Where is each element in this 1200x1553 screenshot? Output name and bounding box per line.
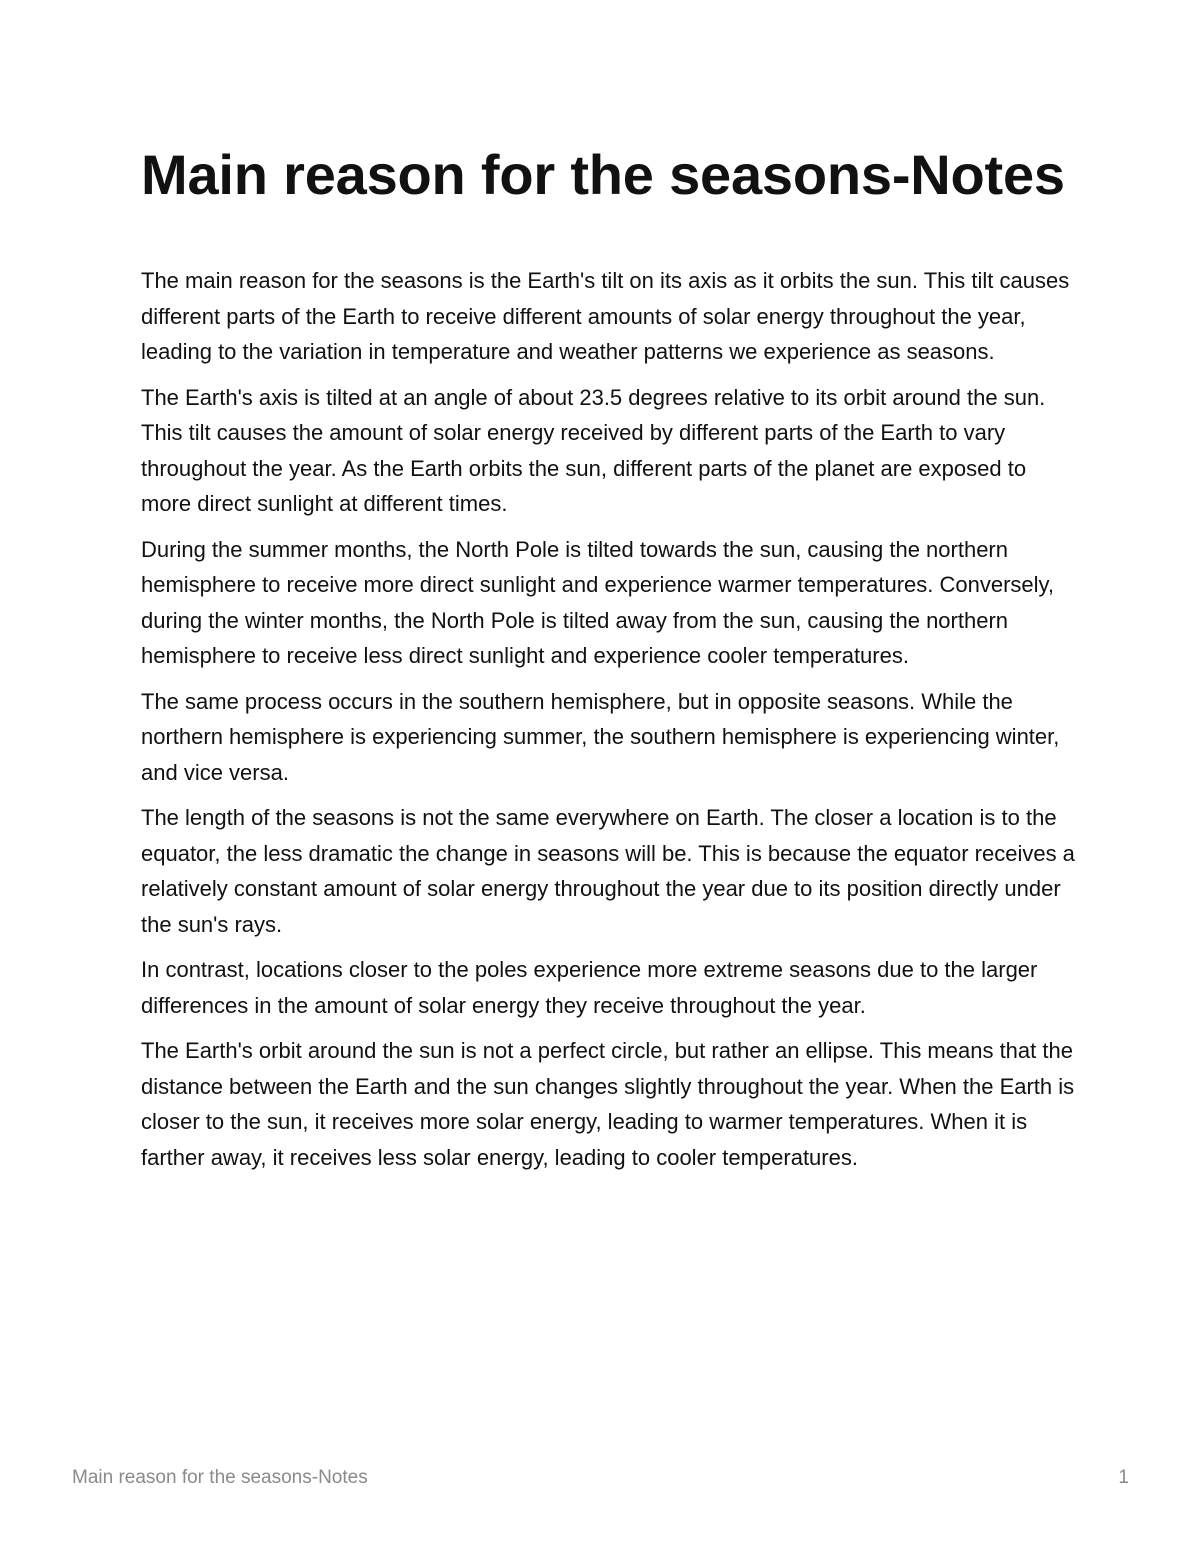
paragraph-1: The main reason for the seasons is the Earth's tilt on its axis as it orbits the sun. This tilt causes different parts of the Earth to receive different amounts of solar energy throughout the year, leading to the variation in temperature and weather patterns we experience as seasons. — [141, 268, 1070, 364]
paragraph-5: The length of the seasons is not the same everywhere on Earth. The closer a location is to the equator, the less dramatic the change in seasons will be. This is because the equator receives a relatively constant amount of solar energy throughout the year due to its position directly under the sun's rays. — [141, 805, 1075, 937]
document-body — [141, 263, 1076, 1175]
paragraph-4: The same process occurs in the southern hemisphere, but in opposite seasons. While the northern hemisphere is experiencing summer, the southern hemisphere is experiencing winter, and vice versa. — [141, 688, 1060, 785]
paragraph-7: The Earth's orbit around the sun is not a perfect circle, but rather an ellipse. This means that the distance between the Earth and the sun changes slightly throughout the year. When the Earth is closer to the sun, it receives more solar energy, leading to warmer temperatures. When it is farther away, it receives less solar energy, leading to cooler temperatures. — [141, 1038, 1075, 1170]
footer-title: Main reason for the seasons-Notes — [72, 1467, 368, 1488]
page-title: Main reason for the seasons-Notes — [141, 143, 1065, 206]
footer-page-number: 1 — [1118, 1467, 1129, 1488]
paragraph-6: In contrast, locations closer to the poles experience more extreme seasons due to the larger differences in the amount of solar energy they receive throughout the year. — [141, 957, 1038, 1018]
paragraph-2: The Earth's axis is tilted at an angle of about 23.5 degrees relative to its orbit around the sun. This tilt causes the amount of solar energy received by different parts of the Earth to vary throughout the year. As the Earth orbits the sun, different parts of the planet are exposed to more direct sunlight at different times. — [141, 384, 1046, 516]
paragraph-3: During the summer months, the North Pole is tilted towards the sun, causing the northern hemisphere to receive more direct sunlight and experience warmer temperatures. Conversely, during the winter months, the North Pole is tilted away from the sun, causing the northern hemisphere to receive less direct sunlight and experience cooler temperatures. — [141, 536, 1055, 668]
page-content — [141, 140, 1076, 1185]
